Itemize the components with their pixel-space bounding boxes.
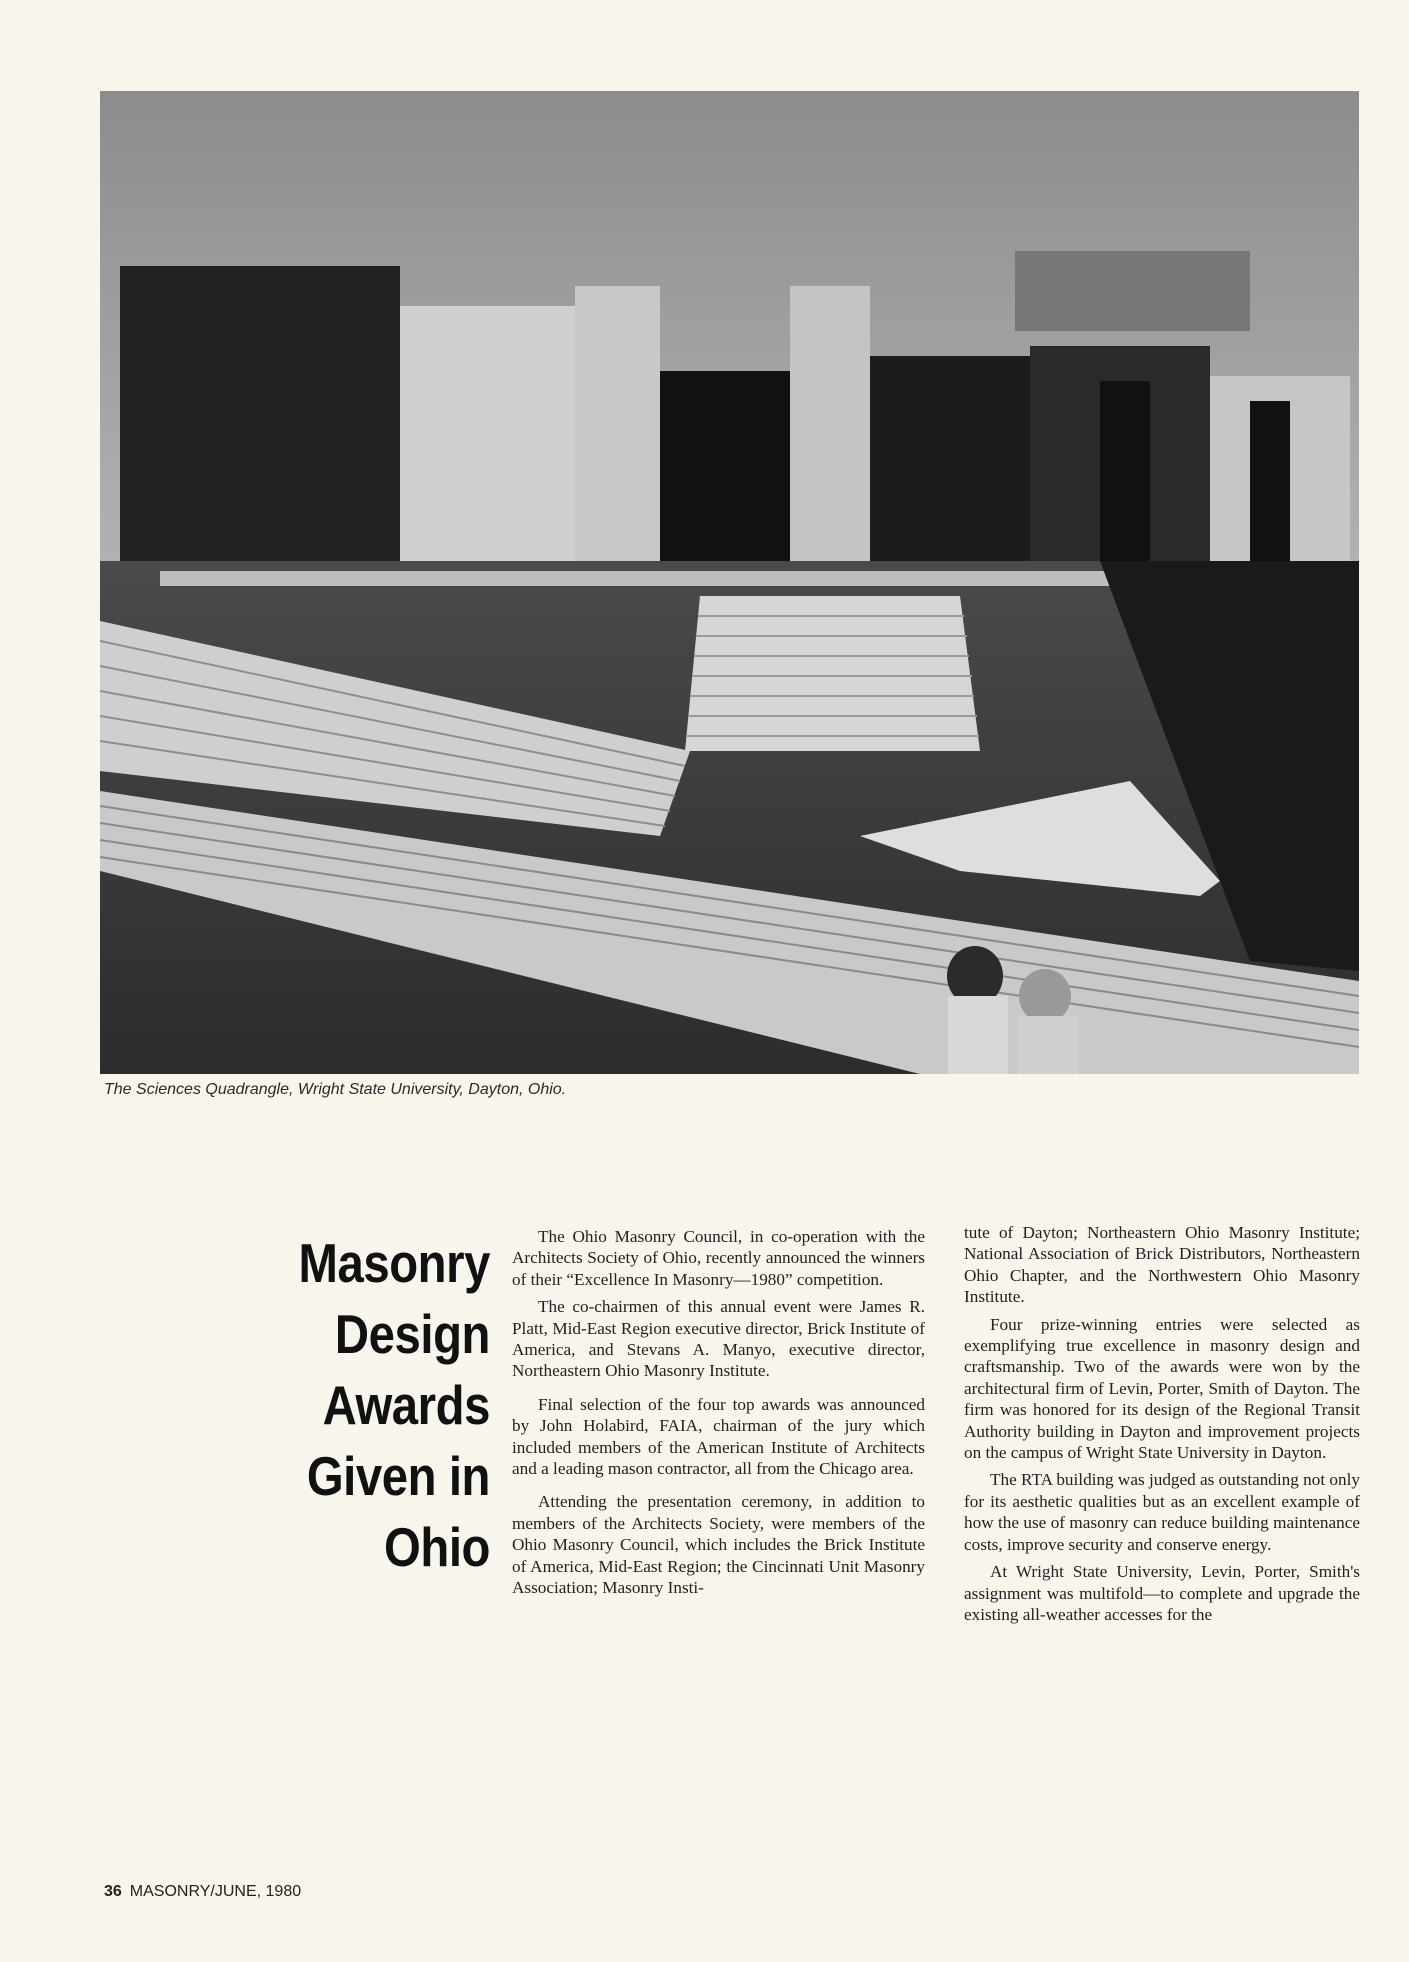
article-paragraph: The RTA building was judged as outstanding not only for its aesthetic qualities but as an excellent example of how the use of masonry can reduce building maintenance costs, improve security and conserve energy. bbox=[964, 1470, 1360, 1554]
photo-illustration bbox=[100, 91, 1359, 1074]
headline-line: Given in bbox=[306, 1445, 490, 1507]
article-headline bbox=[198, 1228, 490, 1583]
page-footer bbox=[104, 1883, 301, 1901]
page-number: 36 bbox=[104, 1883, 122, 1900]
article-paragraph: The Ohio Masonry Council, in co-operation with the Architects Society of Ohio, recently announced the winners of their “Excellence In Masonry—1980” competition. bbox=[512, 1227, 925, 1289]
headline-line: Awards bbox=[322, 1374, 490, 1436]
article-paragraph: The co-chairmen of this annual event were James R. Platt, Mid-East Region executive director, Brick Institute of America, and Stevans A. Manyo, executive director, Northeastern Ohio Masonry Institute. bbox=[512, 1297, 925, 1381]
article-paragraph: Four prize-winning entries were selected as exemplifying true excellence in masonry design and craftsmanship. Two of the awards were won by the architectural firm of Levin, Porter, Smith of Dayton. The firm was honored for its design of the Regional Transit Authority building in Dayton and improvement projects on the campus of Wright State University in Dayton. bbox=[964, 1314, 1360, 1463]
article-column-2 bbox=[964, 1222, 1360, 1631]
publication-name: MASONRY/JUNE, 1980 bbox=[129, 1883, 302, 1900]
photo-caption: The Sciences Quadrangle, Wright State University, Dayton, Ohio. bbox=[104, 1081, 567, 1098]
article-paragraph: At Wright State University, Levin, Porter, Smith's assignment was multifold—to complete and upgrade the existing all-weather accesses for the bbox=[964, 1562, 1360, 1624]
headline-line: Ohio bbox=[383, 1516, 490, 1578]
article-paragraph: Final selection of the four top awards was announced by John Holabird, FAIA, chairman of the jury which included members of the American Institute of Architects and a leading mason contractor, all from the Chicago area. bbox=[512, 1394, 925, 1479]
article-paragraph: Attending the presentation ceremony, in addition to members of the Architects Society, were members of the Ohio Masonry Council, which includes the Brick Institute of America, Mid-East Region; the Cincinnati Unit Masonry Association; Masonry Insti- bbox=[512, 1492, 925, 1598]
headline-line: Masonry bbox=[298, 1232, 490, 1294]
article-column-1 bbox=[512, 1226, 925, 1605]
article-paragraph: tute of Dayton; Northeastern Ohio Masonry Institute; National Association of Brick Distributors, Northeastern Ohio Chapter, and the Northwestern Ohio Masonry Institute. bbox=[964, 1223, 1360, 1307]
headline-line: Design bbox=[334, 1303, 490, 1365]
photo bbox=[100, 91, 1359, 1074]
